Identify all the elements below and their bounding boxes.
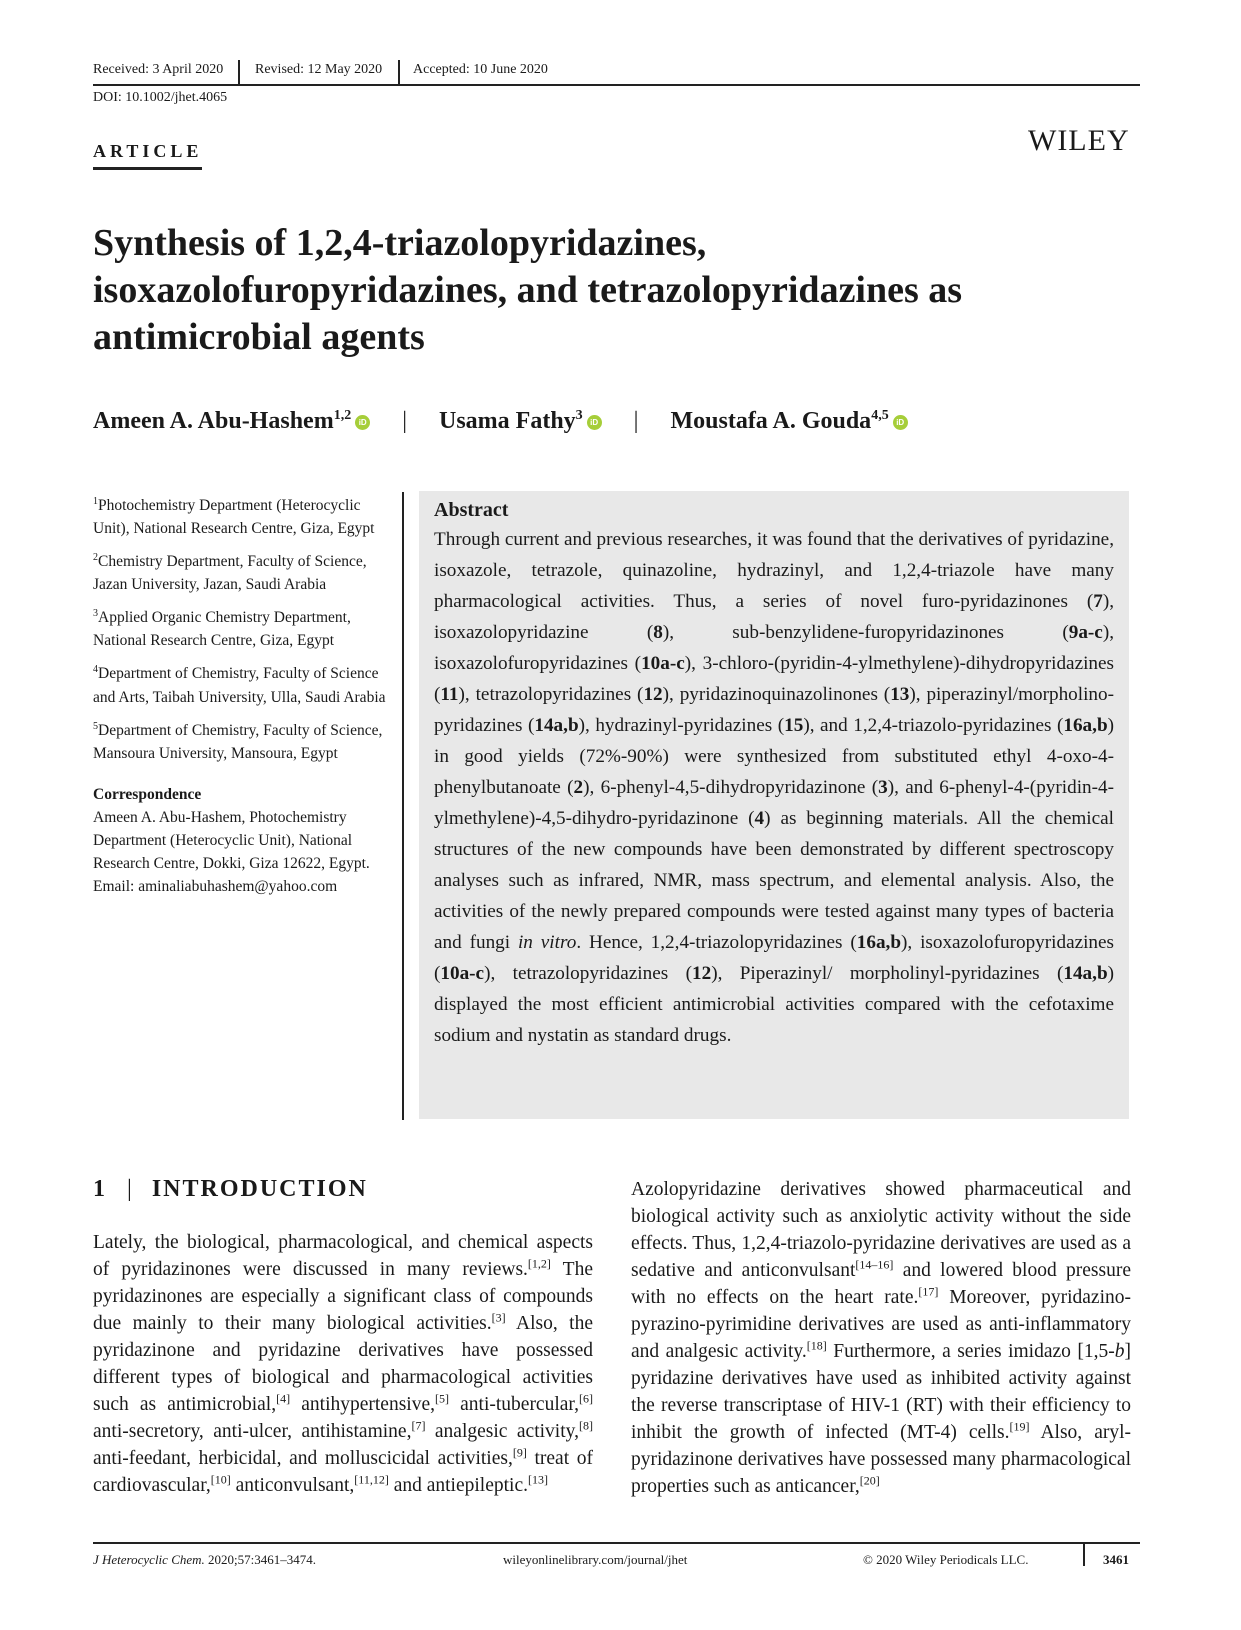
compound-number: 10a-c bbox=[440, 963, 485, 984]
orcid-icon[interactable]: iD bbox=[355, 415, 370, 430]
article-dates bbox=[93, 60, 1140, 86]
citation-ref[interactable]: [13] bbox=[527, 1472, 548, 1487]
text-run: ), pyridazinoquinazolinones ( bbox=[662, 684, 891, 705]
compound-number: 4 bbox=[754, 808, 765, 829]
text-run: ] pyridazine derivatives have used as inhibited activity against the reverse transcriptase of HIV-1 (RT) with their efficiency to inhibit the growth of infected (MT-4) cells. bbox=[631, 1341, 1132, 1443]
compound-number: 10a-c bbox=[641, 653, 685, 674]
text-run: analgesic activity, bbox=[425, 1421, 579, 1442]
text-run: ), Piperazinyl/ morpholinyl-pyridazines ( bbox=[711, 963, 1064, 984]
text-run: ), and 1,2,4-triazolo-pyridazines ( bbox=[803, 715, 1064, 736]
body-column-right bbox=[631, 1176, 1131, 1500]
text-run: ), 6-phenyl-4,5-dihydropyridazinone ( bbox=[583, 777, 879, 798]
italic-text: in vitro bbox=[517, 932, 577, 953]
compound-number: 12 bbox=[692, 963, 712, 984]
affiliation: $^2$Chemistry Department, Faculty of Science, Jazan University, Jazan, Saudi Arabia bbox=[93, 552, 367, 594]
compound-number: 3 bbox=[878, 777, 888, 798]
compound-number: 2 bbox=[573, 777, 584, 798]
text-run: antihypertensive, bbox=[290, 1394, 435, 1415]
text-run: ), and 6-phenyl-4-(pyridin-4-ylmethylene)-4,5-dihydro-pyridazinone ( bbox=[434, 777, 1114, 829]
text-run: ), tetrazolopyridazines ( bbox=[484, 963, 692, 984]
text-run: ), 3-chloro-(pyridin-4-ylmethylene)-dihydropyridazines ( bbox=[434, 653, 1114, 705]
divider bbox=[398, 60, 400, 84]
section-heading: 1 | INTRODUCTION bbox=[93, 1176, 368, 1202]
citation-ref[interactable]: [4] bbox=[276, 1391, 291, 1406]
citation-ref[interactable]: [19] bbox=[1009, 1419, 1030, 1434]
text-run: Furthermore, a series imidazo [1,5- bbox=[826, 1341, 1115, 1362]
text-run: Also, the pyridazinone and pyridazine derivatives have possessed different types of biological and pharmacological activities such as antimicrobial, bbox=[93, 1313, 593, 1415]
paper-title: Synthesis of 1,2,4-triazolopyridazines, isoxazolofuropyridazines, and tetrazolopyridazines as antimicrobial agents bbox=[93, 222, 963, 358]
text-run: Through current and previous researches, it was found that the derivatives of pyridazine, isoxazole, tetrazole, quinazoline, hydrazinyl, and 1,2,4-triazole have many pharmacological activities. Thus, a series of novel furo-pyridazinones ( bbox=[434, 529, 1114, 612]
revised-date: Revised: 12 May 2020 bbox=[255, 62, 383, 77]
compound-number: 14a,b bbox=[1063, 963, 1108, 984]
text-run: ), isoxazolofuropyridazines ( bbox=[434, 622, 1115, 674]
orcid-icon[interactable]: iD bbox=[587, 415, 602, 430]
divider bbox=[1083, 1544, 1085, 1566]
citation-ref[interactable]: [6] bbox=[579, 1391, 594, 1406]
compound-number: 16a,b bbox=[1063, 715, 1108, 736]
citation-ref[interactable]: [5] bbox=[435, 1391, 449, 1406]
text-run: ), hydrazinyl-pyridazines ( bbox=[578, 715, 785, 736]
text-run: Moreover, pyridazino-pyrazino-pyrimidine derivatives are used as anti-inflammatory and analgesic activity. bbox=[631, 1287, 1131, 1362]
compound-number: 11 bbox=[440, 684, 459, 705]
citation-ref[interactable]: [10] bbox=[210, 1472, 231, 1487]
doi[interactable]: DOI: 10.1002/jhet.4065 bbox=[93, 90, 228, 105]
author[interactable]: Ameen A. Abu-Hashem$^{1,2}$ bbox=[93, 408, 352, 434]
text-run: Also, aryl-pyridazinone derivatives have possessed many pharmacological properties such as anticancer, bbox=[631, 1422, 1132, 1497]
text-run: ), isoxazolopyridazine ( bbox=[434, 591, 1114, 643]
text-run: Lately, the biological, pharmacological, and chemical aspects of pyridazinones were discussed in many reviews. bbox=[93, 1232, 593, 1280]
text-run: ) displayed the most efficient antimicrobial activities compared with the cefotaxime sodium and nystatin as standard drugs. bbox=[434, 963, 1114, 1046]
text-run: ) as beginning materials. All the chemical structures of the new compounds have been demonstrated by different spectroscopy analyses such as infrared, NMR, mass spectrum, and elemental analysis. Also, the activities of the newly prepared compounds were tested against many types of bacteria and fungi bbox=[434, 808, 1114, 953]
text-run: ), piperazinyl/morpholino-pyridazines ( bbox=[434, 684, 1115, 736]
orcid-icon[interactable]: iD bbox=[893, 415, 908, 430]
page-number: 3461 bbox=[1103, 1552, 1129, 1567]
body-column-left bbox=[93, 1229, 593, 1499]
author-separator: | bbox=[402, 408, 407, 434]
correspondence-email[interactable]: Email: aminaliabuhashem@yahoo.com bbox=[93, 877, 338, 895]
citation-ref[interactable]: [17] bbox=[918, 1284, 939, 1299]
text-run: Azolopyridazine derivatives showed pharmaceutical and biological activity such as anxiolytic activity without the side effects. Thus, 1,2,4-triazolo-pyridazine derivatives are used as a sedative and anticonvulsant bbox=[631, 1179, 1131, 1281]
affiliation: $^4$Department of Chemistry, Faculty of Science and Arts, Taibah University, Ulla, Saudi Arabia bbox=[93, 664, 386, 706]
text-run: The pyridazinones are especially a significant class of compounds due mainly to their many biological activities. bbox=[93, 1259, 593, 1334]
text-run: and lowered blood pressure with no effects on the heart rate. bbox=[631, 1260, 1131, 1308]
copyright: © 2020 Wiley Periodicals LLC. bbox=[863, 1552, 1029, 1567]
italic-text: b bbox=[1114, 1341, 1125, 1362]
compound-number: 15 bbox=[784, 715, 804, 736]
compound-number: 7 bbox=[1093, 591, 1103, 612]
citation-ref[interactable]: [8] bbox=[579, 1418, 593, 1433]
affiliations bbox=[93, 490, 393, 898]
text-run: ), isoxazolofuropyridazines ( bbox=[434, 932, 1115, 984]
affiliation: $^3$Applied Organic Chemistry Department, National Research Centre, Giza, Egypt bbox=[93, 608, 351, 650]
compound-number: 13 bbox=[890, 684, 910, 705]
received-date: Received: 3 April 2020 bbox=[93, 62, 224, 77]
affiliation: $^5$Department of Chemistry, Faculty of Science, Mansoura University, Mansoura, Egypt bbox=[93, 720, 383, 762]
journal-citation: J Heterocyclic Chem. 2020;57:3461–3474. bbox=[93, 1552, 317, 1567]
author-list bbox=[93, 408, 908, 435]
divider bbox=[402, 492, 404, 1120]
author[interactable]: Moustafa A. Gouda$^{4,5}$ bbox=[670, 408, 889, 434]
citation-ref[interactable]: [11,12] bbox=[354, 1472, 389, 1487]
author[interactable]: Usama Fathy$^3$ bbox=[439, 408, 583, 434]
divider bbox=[238, 60, 240, 84]
accepted-date: Accepted: 10 June 2020 bbox=[413, 62, 548, 77]
citation-ref[interactable]: [1,2] bbox=[527, 1256, 551, 1271]
text-run: ), sub-benzylidene-furopyridazinones ( bbox=[662, 622, 1069, 643]
citation-ref[interactable]: [9] bbox=[512, 1445, 527, 1460]
abstract-box bbox=[419, 491, 1129, 1119]
compound-number: 12 bbox=[643, 684, 663, 705]
text-run: anticonvulsant, bbox=[230, 1475, 355, 1496]
text-run: anti-secretory, anti-ulcer, antihistamine, bbox=[93, 1421, 412, 1442]
compound-number: 16a,b bbox=[856, 932, 901, 953]
text-run: anti-feedant, herbicidal, and molluscicidal activities, bbox=[93, 1448, 513, 1469]
correspondence-address: Ameen A. Abu-Hashem, Photochemistry Department (Heterocyclic Unit), National Research Centre, Dokki, Giza 12622, Egypt. bbox=[93, 808, 370, 872]
text-run: anti-tubercular, bbox=[449, 1394, 580, 1415]
publisher-logo: WILEY bbox=[1028, 124, 1130, 157]
citation-ref[interactable]: [3] bbox=[491, 1310, 506, 1325]
author-separator: | bbox=[633, 408, 639, 434]
correspondence-heading: Correspondence bbox=[93, 785, 202, 803]
article-type-label: ARTICLE bbox=[93, 141, 202, 170]
citation-ref[interactable]: [7] bbox=[411, 1418, 426, 1433]
citation-ref[interactable]: [18] bbox=[806, 1338, 827, 1353]
citation-ref[interactable]: [20] bbox=[859, 1473, 880, 1488]
affiliation: $^1$Photochemistry Department (Heterocyclic Unit), National Research Centre, Giza, Egypt bbox=[93, 496, 375, 538]
text-run: treat of cardiovascular, bbox=[93, 1448, 593, 1496]
text-run: and antiepileptic. bbox=[388, 1475, 528, 1496]
compound-number: 14a,b bbox=[534, 715, 579, 736]
page-footer bbox=[93, 1542, 1140, 1572]
compound-number: 9a-c bbox=[1068, 622, 1103, 643]
compound-number: 8 bbox=[653, 622, 663, 643]
citation-ref[interactable]: [14–16] bbox=[855, 1257, 894, 1272]
text-run: . Hence, 1,2,4-triazolopyridazines ( bbox=[576, 932, 857, 953]
journal-url[interactable]: wileyonlinelibrary.com/journal/jhet bbox=[503, 1552, 688, 1567]
abstract-text bbox=[434, 524, 1114, 1051]
text-run: ), tetrazolopyridazines ( bbox=[458, 684, 644, 705]
abstract-heading: Abstract bbox=[434, 499, 509, 521]
text-run: ) in good yields (72%-90%) were synthesized from substituted ethyl 4-oxo-4-phenylbutanoate ( bbox=[434, 715, 1114, 798]
